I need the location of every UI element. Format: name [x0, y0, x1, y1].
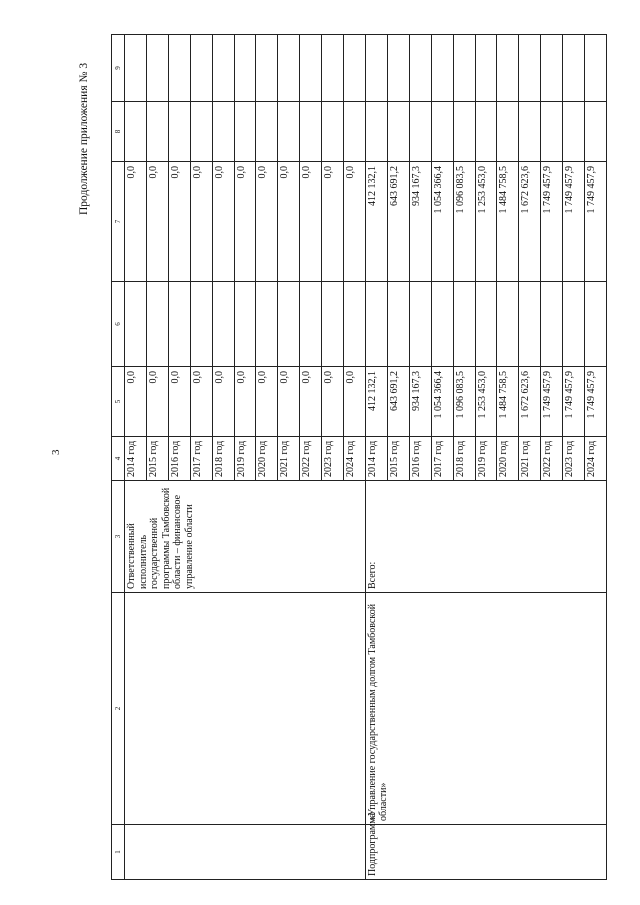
- budget-table-container: [111, 35, 607, 880]
- value-col-5-cell: 0,0: [300, 367, 322, 437]
- header-col-7: 7: [112, 162, 125, 282]
- value-col-6-cell: [300, 282, 322, 367]
- value-col-6-cell: [234, 282, 256, 367]
- value-col-9-cell: [212, 35, 234, 102]
- value-col-5-cell: 0,0: [256, 367, 278, 437]
- table-row: [365, 35, 387, 880]
- year-cell: 2019 год: [234, 437, 256, 481]
- year-cell: 2017 год: [190, 437, 212, 481]
- value-col-6-cell: [322, 282, 344, 367]
- value-col-6-cell: [190, 282, 212, 367]
- value-col-6-cell: [168, 282, 190, 367]
- value-col-6-cell: [519, 282, 541, 367]
- group2-type-cell: Подпрограмма: [365, 825, 606, 880]
- value-col-7-cell: 0,0: [322, 162, 344, 282]
- value-col-8-cell: [563, 102, 585, 162]
- value-col-6-cell: [409, 282, 431, 367]
- value-col-8-cell: [541, 102, 563, 162]
- value-col-7-cell: 0,0: [256, 162, 278, 282]
- group1-executor-cell: Ответственный исполнитель государственной программы Тамбовской области – финансовое управление области: [125, 481, 366, 593]
- value-col-9-cell: [365, 35, 387, 102]
- value-col-8-cell: [344, 102, 366, 162]
- value-col-8-cell: [387, 102, 409, 162]
- value-col-8-cell: [168, 102, 190, 162]
- header-col-4: 4: [112, 437, 125, 481]
- table-body: [125, 35, 607, 880]
- value-col-9-cell: [256, 35, 278, 102]
- value-col-5-cell: 1 749 457,9: [541, 367, 563, 437]
- header-col-1: 1: [112, 825, 125, 880]
- value-col-7-cell: 643 691,2: [387, 162, 409, 282]
- value-col-9-cell: [168, 35, 190, 102]
- value-col-6-cell: [256, 282, 278, 367]
- year-cell: 2018 год: [453, 437, 475, 481]
- value-col-8-cell: [190, 102, 212, 162]
- year-cell: 2023 год: [322, 437, 344, 481]
- value-col-6-cell: [497, 282, 519, 367]
- year-cell: 2019 год: [475, 437, 497, 481]
- value-col-9-cell: [519, 35, 541, 102]
- value-col-5-cell: 0,0: [168, 367, 190, 437]
- value-col-9-cell: [585, 35, 607, 102]
- page-number: 3: [50, 449, 62, 455]
- value-col-7-cell: 1 484 758,5: [497, 162, 519, 282]
- year-cell: 2021 год: [278, 437, 300, 481]
- header-col-8: 8: [112, 102, 125, 162]
- value-col-9-cell: [322, 35, 344, 102]
- value-col-8-cell: [256, 102, 278, 162]
- value-col-5-cell: 0,0: [278, 367, 300, 437]
- value-col-8-cell: [300, 102, 322, 162]
- value-col-6-cell: [453, 282, 475, 367]
- value-col-5-cell: 1 054 366,4: [431, 367, 453, 437]
- value-col-8-cell: [234, 102, 256, 162]
- value-col-7-cell: 0,0: [278, 162, 300, 282]
- group2-name-cell: «Управление государственным долгом Тамбовской области»: [365, 593, 606, 825]
- year-cell: 2016 год: [409, 437, 431, 481]
- header-col-9: 9: [112, 35, 125, 102]
- value-col-9-cell: [125, 35, 147, 102]
- budget-table: [111, 34, 607, 880]
- value-col-5-cell: 934 167,3: [409, 367, 431, 437]
- value-col-6-cell: [146, 282, 168, 367]
- year-cell: 2020 год: [497, 437, 519, 481]
- value-col-6-cell: [344, 282, 366, 367]
- value-col-9-cell: [300, 35, 322, 102]
- value-col-6-cell: [541, 282, 563, 367]
- year-cell: 2023 год: [563, 437, 585, 481]
- year-cell: 2015 год: [387, 437, 409, 481]
- year-cell: 2018 год: [212, 437, 234, 481]
- header-col-3: 3: [112, 481, 125, 593]
- value-col-9-cell: [497, 35, 519, 102]
- value-col-9-cell: [387, 35, 409, 102]
- year-cell: 2021 год: [519, 437, 541, 481]
- value-col-8-cell: [431, 102, 453, 162]
- value-col-6-cell: [365, 282, 387, 367]
- value-col-9-cell: [541, 35, 563, 102]
- value-col-6-cell: [563, 282, 585, 367]
- value-col-8-cell: [365, 102, 387, 162]
- value-col-5-cell: 643 691,2: [387, 367, 409, 437]
- value-col-5-cell: 412 132,1: [365, 367, 387, 437]
- value-col-9-cell: [563, 35, 585, 102]
- value-col-6-cell: [278, 282, 300, 367]
- value-col-8-cell: [125, 102, 147, 162]
- value-col-8-cell: [278, 102, 300, 162]
- year-cell: 2014 год: [125, 437, 147, 481]
- value-col-8-cell: [519, 102, 541, 162]
- group1-name-cell: [125, 593, 366, 825]
- value-col-7-cell: 1 054 366,4: [431, 162, 453, 282]
- value-col-7-cell: 0,0: [300, 162, 322, 282]
- value-col-7-cell: 1 749 457,9: [541, 162, 563, 282]
- value-col-9-cell: [190, 35, 212, 102]
- year-cell: 2022 год: [541, 437, 563, 481]
- value-col-6-cell: [125, 282, 147, 367]
- value-col-8-cell: [453, 102, 475, 162]
- value-col-8-cell: [146, 102, 168, 162]
- table-row: [125, 35, 147, 880]
- group2-source-cell: Всего:: [365, 481, 606, 593]
- year-cell: 2014 год: [365, 437, 387, 481]
- value-col-5-cell: 1 484 758,5: [497, 367, 519, 437]
- value-col-6-cell: [212, 282, 234, 367]
- value-col-7-cell: 1 749 457,9: [585, 162, 607, 282]
- year-cell: 2024 год: [344, 437, 366, 481]
- header-col-2: 2: [112, 593, 125, 825]
- value-col-9-cell: [453, 35, 475, 102]
- value-col-9-cell: [234, 35, 256, 102]
- value-col-9-cell: [344, 35, 366, 102]
- value-col-5-cell: 0,0: [234, 367, 256, 437]
- value-col-7-cell: 0,0: [125, 162, 147, 282]
- value-col-5-cell: 1 749 457,9: [563, 367, 585, 437]
- value-col-8-cell: [409, 102, 431, 162]
- value-col-5-cell: 1 749 457,9: [585, 367, 607, 437]
- value-col-7-cell: 1 672 623,6: [519, 162, 541, 282]
- value-col-5-cell: 1 253 453,0: [475, 367, 497, 437]
- value-col-8-cell: [322, 102, 344, 162]
- value-col-7-cell: 934 167,3: [409, 162, 431, 282]
- appendix-note: Продолжение приложения № 3: [78, 62, 90, 215]
- value-col-7-cell: 0,0: [344, 162, 366, 282]
- value-col-7-cell: 412 132,1: [365, 162, 387, 282]
- year-cell: 2017 год: [431, 437, 453, 481]
- value-col-5-cell: 1 672 623,6: [519, 367, 541, 437]
- value-col-9-cell: [475, 35, 497, 102]
- value-col-5-cell: 0,0: [190, 367, 212, 437]
- year-cell: 2015 год: [146, 437, 168, 481]
- value-col-7-cell: 0,0: [234, 162, 256, 282]
- value-col-7-cell: 0,0: [168, 162, 190, 282]
- value-col-5-cell: 0,0: [125, 367, 147, 437]
- year-cell: 2022 год: [300, 437, 322, 481]
- value-col-9-cell: [431, 35, 453, 102]
- value-col-5-cell: 0,0: [344, 367, 366, 437]
- value-col-5-cell: 0,0: [322, 367, 344, 437]
- header-col-5: 5: [112, 367, 125, 437]
- value-col-7-cell: 0,0: [212, 162, 234, 282]
- value-col-7-cell: 0,0: [190, 162, 212, 282]
- value-col-9-cell: [146, 35, 168, 102]
- value-col-6-cell: [387, 282, 409, 367]
- value-col-5-cell: 0,0: [212, 367, 234, 437]
- value-col-8-cell: [585, 102, 607, 162]
- value-col-8-cell: [497, 102, 519, 162]
- value-col-7-cell: 0,0: [146, 162, 168, 282]
- value-col-5-cell: 1 096 083,5: [453, 367, 475, 437]
- year-cell: 2020 год: [256, 437, 278, 481]
- value-col-9-cell: [278, 35, 300, 102]
- value-col-9-cell: [409, 35, 431, 102]
- value-col-7-cell: 1 253 453,0: [475, 162, 497, 282]
- group1-type-cell: [125, 825, 366, 880]
- value-col-7-cell: 1 096 083,5: [453, 162, 475, 282]
- year-cell: 2024 год: [585, 437, 607, 481]
- value-col-6-cell: [585, 282, 607, 367]
- value-col-5-cell: 0,0: [146, 367, 168, 437]
- value-col-7-cell: 1 749 457,9: [563, 162, 585, 282]
- year-cell: 2016 год: [168, 437, 190, 481]
- value-col-8-cell: [475, 102, 497, 162]
- header-row: [112, 35, 125, 880]
- value-col-6-cell: [431, 282, 453, 367]
- value-col-6-cell: [475, 282, 497, 367]
- header-col-6: 6: [112, 282, 125, 367]
- value-col-8-cell: [212, 102, 234, 162]
